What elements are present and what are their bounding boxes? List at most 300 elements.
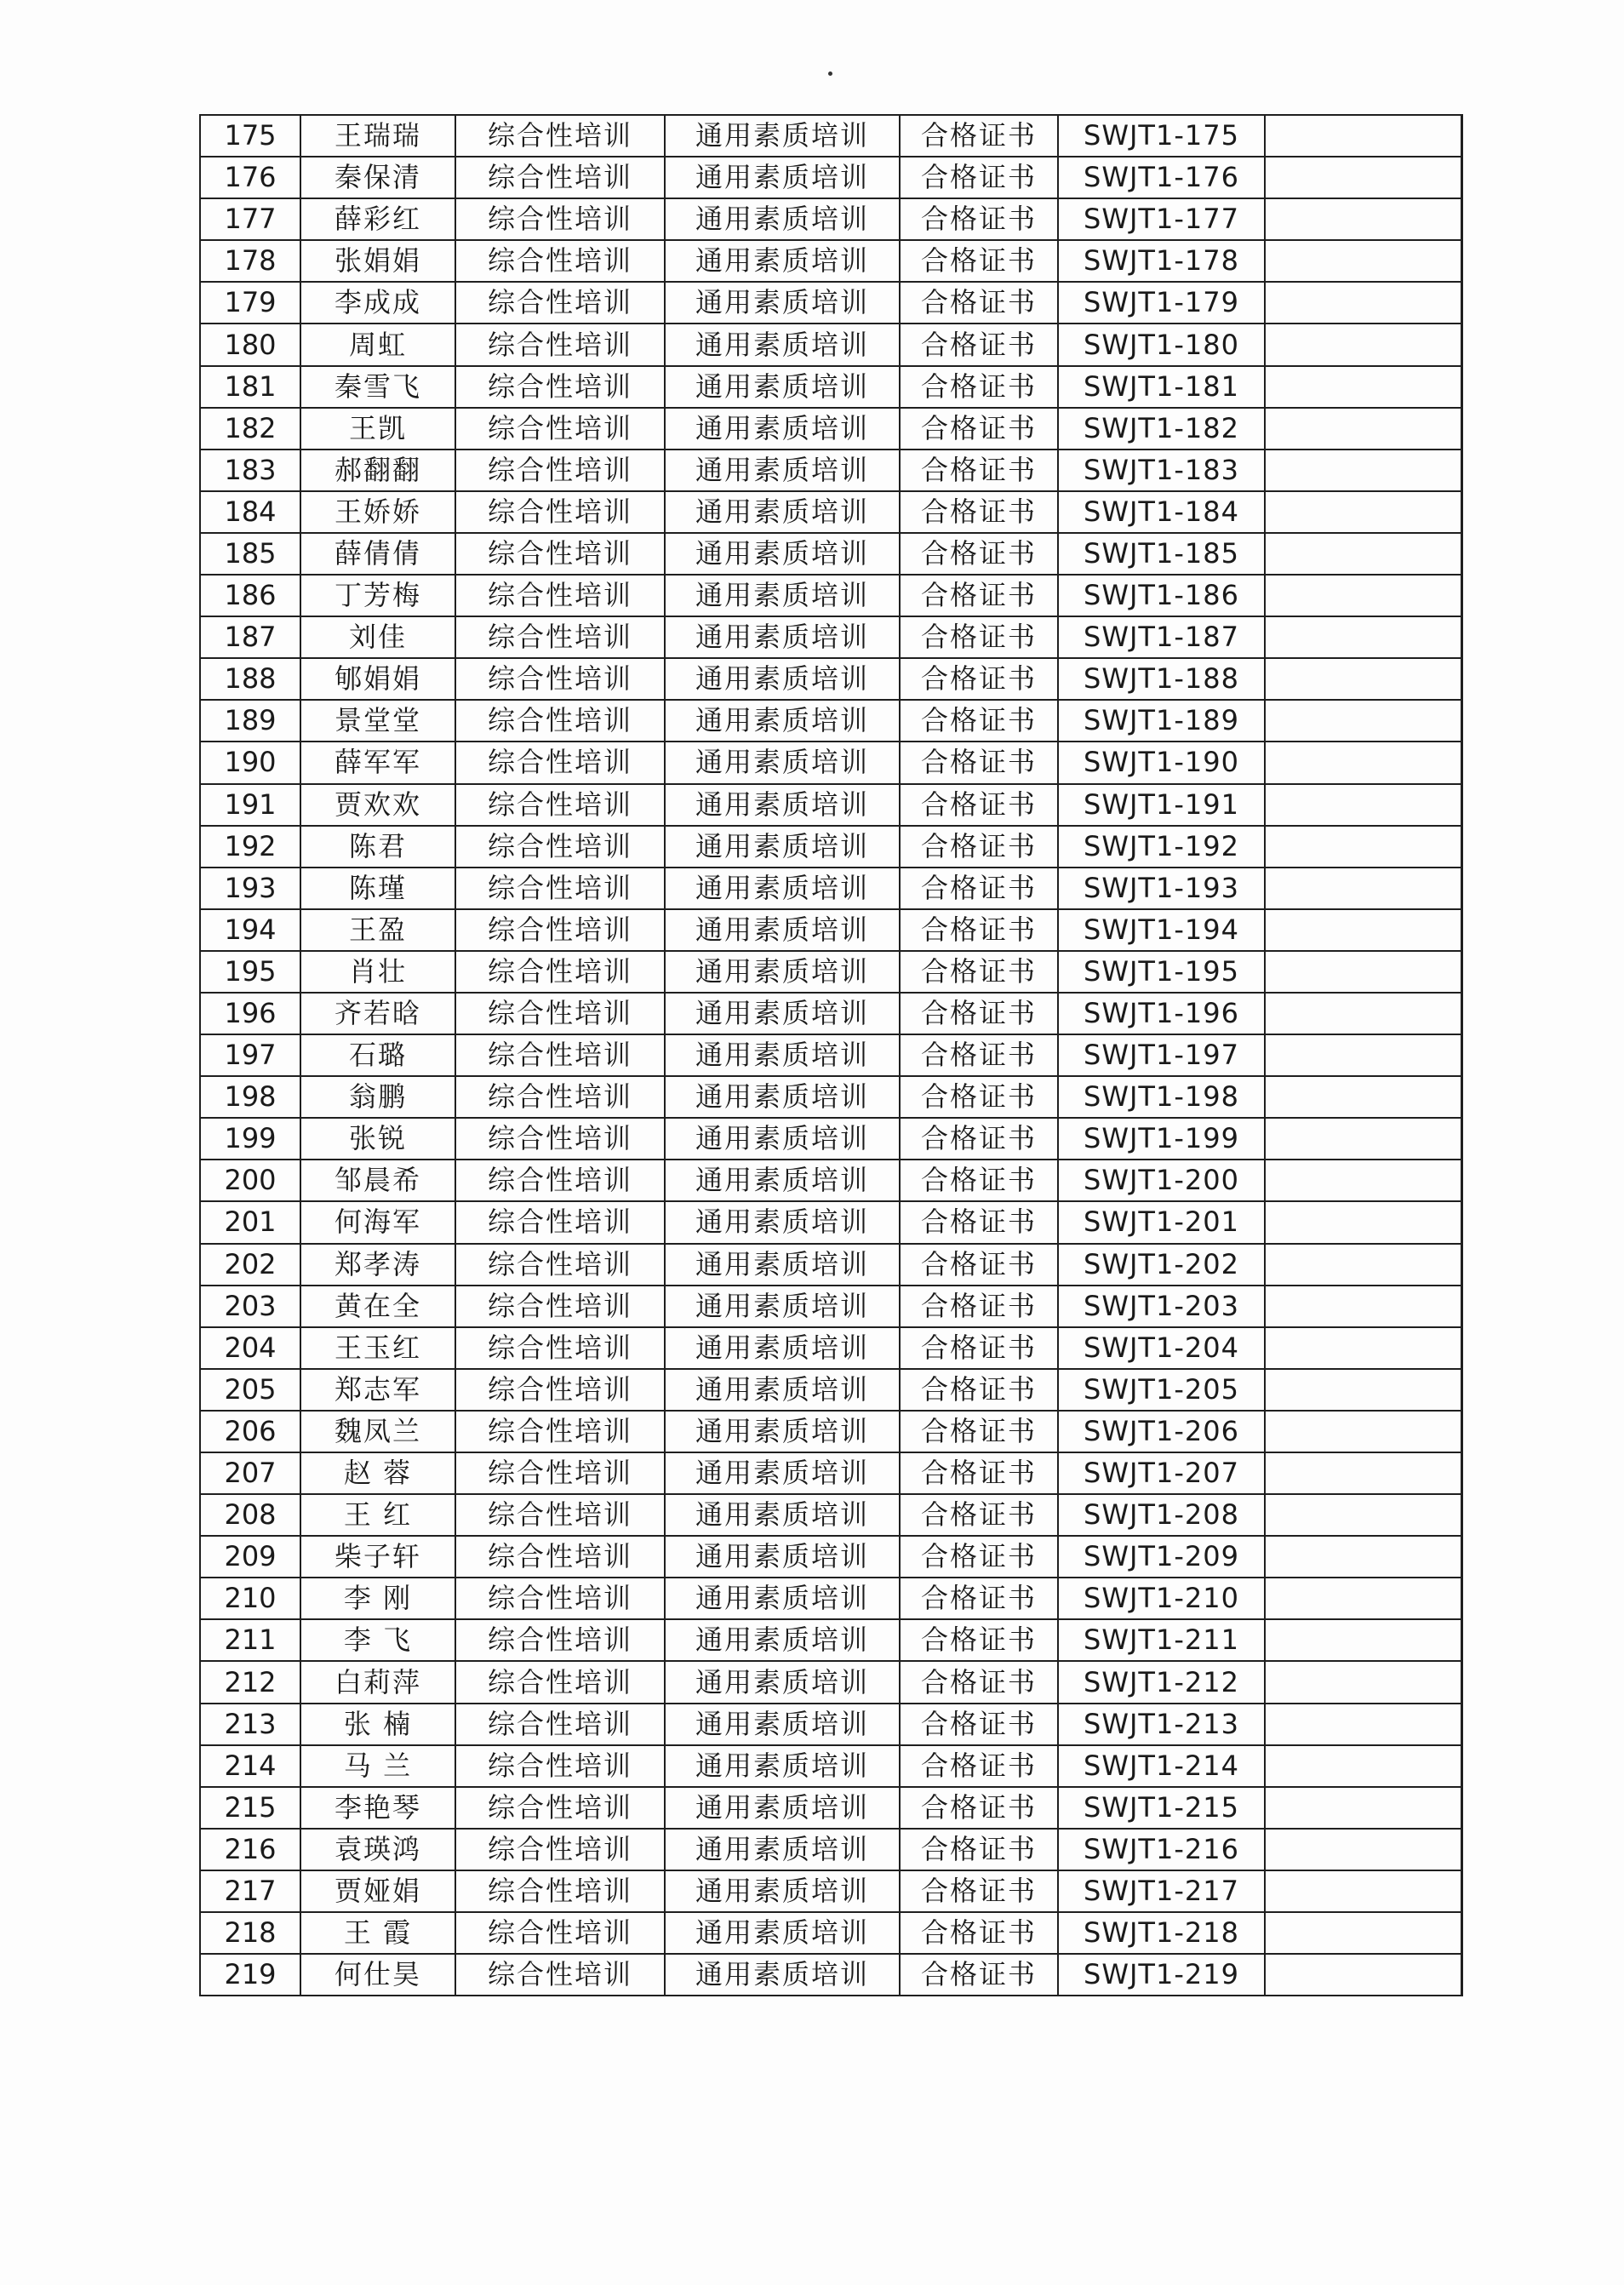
table-row <box>200 1118 1461 1160</box>
training-content-cell: 通用素质培训 <box>665 1870 900 1912</box>
training-content-cell: 通用素质培训 <box>665 1286 900 1327</box>
training-content-cell: 通用素质培训 <box>665 784 900 826</box>
training-content-cell: 通用素质培训 <box>665 491 900 533</box>
remarks-cell <box>1265 366 1461 408</box>
remarks-cell <box>1265 700 1461 742</box>
certificate-number-cell: SWJT1-197 <box>1058 1034 1265 1076</box>
table-row <box>200 993 1461 1034</box>
training-content-cell: 通用素质培训 <box>665 1034 900 1076</box>
remarks-cell <box>1265 1244 1461 1286</box>
certificate-type-cell: 合格证书 <box>900 1661 1058 1703</box>
table-row <box>200 366 1461 408</box>
training-type-cell: 综合性培训 <box>455 1578 665 1619</box>
remarks-cell <box>1265 1787 1461 1829</box>
certificate-type-cell: 合格证书 <box>900 993 1058 1034</box>
table-row <box>200 408 1461 450</box>
certificate-number-cell: SWJT1-210 <box>1058 1578 1265 1619</box>
trainee-name-cell: 王凯 <box>300 408 455 450</box>
certificate-number-cell: SWJT1-190 <box>1058 742 1265 783</box>
certificate-type-cell: 合格证书 <box>900 198 1058 240</box>
remarks-cell <box>1265 658 1461 700</box>
remarks-cell <box>1265 742 1461 783</box>
training-content-cell: 通用素质培训 <box>665 700 900 742</box>
trainee-name-cell: 薛彩红 <box>300 198 455 240</box>
remarks-cell <box>1265 868 1461 909</box>
table-row <box>200 951 1461 993</box>
certificate-number-cell: SWJT1-178 <box>1058 240 1265 282</box>
trainee-name-cell: 王盈 <box>300 909 455 951</box>
table-row <box>200 533 1461 575</box>
certificate-type-cell: 合格证书 <box>900 1619 1058 1661</box>
certificate-number-cell: SWJT1-185 <box>1058 533 1265 575</box>
trainee-name-cell: 王 红 <box>300 1494 455 1536</box>
training-type-cell: 综合性培训 <box>455 1034 665 1076</box>
certificate-number-cell: SWJT1-191 <box>1058 784 1265 826</box>
serial-number-cell: 204 <box>200 1327 300 1369</box>
training-type-cell: 综合性培训 <box>455 1704 665 1745</box>
trainee-name-cell: 何海军 <box>300 1201 455 1243</box>
certificate-type-cell: 合格证书 <box>900 1286 1058 1327</box>
training-content-cell: 通用素质培训 <box>665 1118 900 1160</box>
training-type-cell: 综合性培训 <box>455 1160 665 1201</box>
trainee-name-cell: 王玉红 <box>300 1327 455 1369</box>
certificate-type-cell: 合格证书 <box>900 450 1058 491</box>
serial-number-cell: 180 <box>200 324 300 365</box>
training-content-cell: 通用素质培训 <box>665 240 900 282</box>
table-row <box>200 1829 1461 1870</box>
serial-number-cell: 219 <box>200 1954 300 1996</box>
remarks-cell <box>1265 1411 1461 1452</box>
serial-number-cell: 195 <box>200 951 300 993</box>
table-row <box>200 1494 1461 1536</box>
serial-number-cell: 209 <box>200 1536 300 1578</box>
certificate-number-cell: SWJT1-213 <box>1058 1704 1265 1745</box>
certificate-type-cell: 合格证书 <box>900 533 1058 575</box>
training-content-cell: 通用素质培训 <box>665 1244 900 1286</box>
certificate-type-cell: 合格证书 <box>900 784 1058 826</box>
training-type-cell: 综合性培训 <box>455 1286 665 1327</box>
serial-number-cell: 183 <box>200 450 300 491</box>
training-type-cell: 综合性培训 <box>455 1661 665 1703</box>
serial-number-cell: 179 <box>200 282 300 324</box>
serial-number-cell: 182 <box>200 408 300 450</box>
training-type-cell: 综合性培训 <box>455 1369 665 1411</box>
trainee-name-cell: 石璐 <box>300 1034 455 1076</box>
certificate-number-cell: SWJT1-183 <box>1058 450 1265 491</box>
certificate-number-cell: SWJT1-217 <box>1058 1870 1265 1912</box>
training-content-cell: 通用素质培训 <box>665 1954 900 1996</box>
trainee-name-cell: 丁芳梅 <box>300 575 455 616</box>
remarks-cell <box>1265 450 1461 491</box>
serial-number-cell: 181 <box>200 366 300 408</box>
certificate-type-cell: 合格证书 <box>900 1912 1058 1954</box>
certificate-number-cell: SWJT1-203 <box>1058 1286 1265 1327</box>
serial-number-cell: 201 <box>200 1201 300 1243</box>
trainee-name-cell: 王娇娇 <box>300 491 455 533</box>
trainee-name-cell: 张锐 <box>300 1118 455 1160</box>
remarks-cell <box>1265 575 1461 616</box>
certificate-number-cell: SWJT1-208 <box>1058 1494 1265 1536</box>
training-type-cell: 综合性培训 <box>455 1536 665 1578</box>
serial-number-cell: 213 <box>200 1704 300 1745</box>
certificate-type-cell: 合格证书 <box>900 1787 1058 1829</box>
training-type-cell: 综合性培训 <box>455 157 665 198</box>
table-row <box>200 1076 1461 1118</box>
trainee-name-cell: 陈瑾 <box>300 868 455 909</box>
table-row <box>200 1160 1461 1201</box>
remarks-cell <box>1265 240 1461 282</box>
trainee-name-cell: 薛倩倩 <box>300 533 455 575</box>
remarks-cell <box>1265 1870 1461 1912</box>
certificate-type-cell: 合格证书 <box>900 1494 1058 1536</box>
training-content-cell: 通用素质培训 <box>665 1787 900 1829</box>
remarks-cell <box>1265 1704 1461 1745</box>
certificate-number-cell: SWJT1-199 <box>1058 1118 1265 1160</box>
serial-number-cell: 176 <box>200 157 300 198</box>
certificate-number-cell: SWJT1-187 <box>1058 616 1265 658</box>
certificate-number-cell: SWJT1-218 <box>1058 1912 1265 1954</box>
training-type-cell: 综合性培训 <box>455 1787 665 1829</box>
trainee-name-cell: 王 霞 <box>300 1912 455 1954</box>
certificate-number-cell: SWJT1-194 <box>1058 909 1265 951</box>
serial-number-cell: 188 <box>200 658 300 700</box>
table-row <box>200 1912 1461 1954</box>
table-row <box>200 700 1461 742</box>
serial-number-cell: 184 <box>200 491 300 533</box>
training-type-cell: 综合性培训 <box>455 1619 665 1661</box>
table-row <box>200 1286 1461 1327</box>
remarks-cell <box>1265 1201 1461 1243</box>
serial-number-cell: 193 <box>200 868 300 909</box>
trainee-name-cell: 黄在全 <box>300 1286 455 1327</box>
certificate-number-cell: SWJT1-209 <box>1058 1536 1265 1578</box>
certificate-number-cell: SWJT1-188 <box>1058 658 1265 700</box>
certificate-type-cell: 合格证书 <box>900 909 1058 951</box>
remarks-cell <box>1265 1536 1461 1578</box>
training-content-cell: 通用素质培训 <box>665 1619 900 1661</box>
training-type-cell: 综合性培训 <box>455 1494 665 1536</box>
trainee-name-cell: 马 兰 <box>300 1745 455 1787</box>
serial-number-cell: 211 <box>200 1619 300 1661</box>
training-type-cell: 综合性培训 <box>455 1118 665 1160</box>
certificate-type-cell: 合格证书 <box>900 575 1058 616</box>
training-content-cell: 通用素质培训 <box>665 1661 900 1703</box>
certificate-number-cell: SWJT1-192 <box>1058 826 1265 868</box>
certificate-type-cell: 合格证书 <box>900 1704 1058 1745</box>
trainee-name-cell: 齐若晗 <box>300 993 455 1034</box>
table-row <box>200 1661 1461 1703</box>
certificate-number-cell: SWJT1-196 <box>1058 993 1265 1034</box>
serial-number-cell: 177 <box>200 198 300 240</box>
remarks-cell <box>1265 909 1461 951</box>
certificate-number-cell: SWJT1-214 <box>1058 1745 1265 1787</box>
certificate-number-cell: SWJT1-211 <box>1058 1619 1265 1661</box>
certificate-roster-table <box>199 114 1463 1996</box>
certificate-type-cell: 合格证书 <box>900 408 1058 450</box>
training-type-cell: 综合性培训 <box>455 282 665 324</box>
certificate-number-cell: SWJT1-201 <box>1058 1201 1265 1243</box>
training-content-cell: 通用素质培训 <box>665 198 900 240</box>
training-content-cell: 通用素质培训 <box>665 868 900 909</box>
remarks-cell <box>1265 1494 1461 1536</box>
certificate-type-cell: 合格证书 <box>900 1411 1058 1452</box>
training-content-cell: 通用素质培训 <box>665 282 900 324</box>
trainee-name-cell: 李 飞 <box>300 1619 455 1661</box>
remarks-cell <box>1265 1829 1461 1870</box>
remarks-cell <box>1265 1912 1461 1954</box>
serial-number-cell: 212 <box>200 1661 300 1703</box>
remarks-cell <box>1265 1160 1461 1201</box>
certificate-type-cell: 合格证书 <box>900 240 1058 282</box>
trainee-name-cell: 薛军军 <box>300 742 455 783</box>
trainee-name-cell: 张 楠 <box>300 1704 455 1745</box>
training-content-cell: 通用素质培训 <box>665 1494 900 1536</box>
trainee-name-cell: 袁瑛鸿 <box>300 1829 455 1870</box>
serial-number-cell: 192 <box>200 826 300 868</box>
remarks-cell <box>1265 491 1461 533</box>
trainee-name-cell: 景堂堂 <box>300 700 455 742</box>
table-row <box>200 868 1461 909</box>
training-type-cell: 综合性培训 <box>455 868 665 909</box>
training-content-cell: 通用素质培训 <box>665 533 900 575</box>
certificate-type-cell: 合格证书 <box>900 1034 1058 1076</box>
certificate-number-cell: SWJT1-175 <box>1058 115 1265 157</box>
training-content-cell: 通用素质培训 <box>665 1201 900 1243</box>
remarks-cell <box>1265 993 1461 1034</box>
training-type-cell: 综合性培训 <box>455 366 665 408</box>
trainee-name-cell: 王瑞瑞 <box>300 115 455 157</box>
remarks-cell <box>1265 282 1461 324</box>
certificate-type-cell: 合格证书 <box>900 1745 1058 1787</box>
remarks-cell <box>1265 1578 1461 1619</box>
certificate-number-cell: SWJT1-215 <box>1058 1787 1265 1829</box>
training-content-cell: 通用素质培训 <box>665 1829 900 1870</box>
certificate-number-cell: SWJT1-216 <box>1058 1829 1265 1870</box>
training-content-cell: 通用素质培训 <box>665 1327 900 1369</box>
training-type-cell: 综合性培训 <box>455 1244 665 1286</box>
remarks-cell <box>1265 408 1461 450</box>
certificate-type-cell: 合格证书 <box>900 1578 1058 1619</box>
table-row <box>200 1244 1461 1286</box>
training-content-cell: 通用素质培训 <box>665 575 900 616</box>
certificate-type-cell: 合格证书 <box>900 1076 1058 1118</box>
table-row <box>200 575 1461 616</box>
table-row <box>200 1578 1461 1619</box>
table-row <box>200 240 1461 282</box>
training-type-cell: 综合性培训 <box>455 993 665 1034</box>
trainee-name-cell: 白莉萍 <box>300 1661 455 1703</box>
training-type-cell: 综合性培训 <box>455 616 665 658</box>
remarks-cell <box>1265 1327 1461 1369</box>
trainee-name-cell: 刘佳 <box>300 616 455 658</box>
training-type-cell: 综合性培训 <box>455 1201 665 1243</box>
certificate-number-cell: SWJT1-184 <box>1058 491 1265 533</box>
trainee-name-cell: 陈君 <box>300 826 455 868</box>
trainee-name-cell: 贾娅娟 <box>300 1870 455 1912</box>
serial-number-cell: 185 <box>200 533 300 575</box>
remarks-cell <box>1265 1661 1461 1703</box>
certificate-type-cell: 合格证书 <box>900 1829 1058 1870</box>
certificate-number-cell: SWJT1-204 <box>1058 1327 1265 1369</box>
certificate-number-cell: SWJT1-193 <box>1058 868 1265 909</box>
remarks-cell <box>1265 1034 1461 1076</box>
training-content-cell: 通用素质培训 <box>665 1912 900 1954</box>
certificate-type-cell: 合格证书 <box>900 366 1058 408</box>
serial-number-cell: 189 <box>200 700 300 742</box>
certificate-type-cell: 合格证书 <box>900 700 1058 742</box>
serial-number-cell: 214 <box>200 1745 300 1787</box>
certificate-type-cell: 合格证书 <box>900 1160 1058 1201</box>
training-content-cell: 通用素质培训 <box>665 1411 900 1452</box>
trainee-name-cell: 魏凤兰 <box>300 1411 455 1452</box>
table-row <box>200 1411 1461 1452</box>
training-content-cell: 通用素质培训 <box>665 1536 900 1578</box>
trainee-name-cell: 李成成 <box>300 282 455 324</box>
serial-number-cell: 191 <box>200 784 300 826</box>
certificate-type-cell: 合格证书 <box>900 826 1058 868</box>
table-row <box>200 1870 1461 1912</box>
training-content-cell: 通用素质培训 <box>665 408 900 450</box>
training-content-cell: 通用素质培训 <box>665 1578 900 1619</box>
roster-body <box>200 115 1461 1996</box>
remarks-cell <box>1265 324 1461 365</box>
remarks-cell <box>1265 115 1461 157</box>
certificate-type-cell: 合格证书 <box>900 742 1058 783</box>
trainee-name-cell: 李 刚 <box>300 1578 455 1619</box>
table-row <box>200 784 1461 826</box>
serial-number-cell: 216 <box>200 1829 300 1870</box>
remarks-cell <box>1265 784 1461 826</box>
table-row <box>200 115 1461 157</box>
training-type-cell: 综合性培训 <box>455 1452 665 1494</box>
table-row <box>200 826 1461 868</box>
table-row <box>200 491 1461 533</box>
table-row <box>200 324 1461 365</box>
certificate-number-cell: SWJT1-181 <box>1058 366 1265 408</box>
certificate-type-cell: 合格证书 <box>900 1870 1058 1912</box>
trainee-name-cell: 郝翻翻 <box>300 450 455 491</box>
training-content-cell: 通用素质培训 <box>665 324 900 365</box>
training-type-cell: 综合性培训 <box>455 491 665 533</box>
certificate-number-cell: SWJT1-177 <box>1058 198 1265 240</box>
table-row <box>200 909 1461 951</box>
serial-number-cell: 215 <box>200 1787 300 1829</box>
table-row <box>200 1954 1461 1996</box>
serial-number-cell: 218 <box>200 1912 300 1954</box>
serial-number-cell: 205 <box>200 1369 300 1411</box>
training-type-cell: 综合性培训 <box>455 826 665 868</box>
trainee-name-cell: 李艳琴 <box>300 1787 455 1829</box>
table-row <box>200 198 1461 240</box>
serial-number-cell: 178 <box>200 240 300 282</box>
table-row <box>200 1787 1461 1829</box>
certificate-type-cell: 合格证书 <box>900 1536 1058 1578</box>
certificate-type-cell: 合格证书 <box>900 1118 1058 1160</box>
table-row <box>200 1745 1461 1787</box>
trainee-name-cell: 何仕昊 <box>300 1954 455 1996</box>
serial-number-cell: 186 <box>200 575 300 616</box>
remarks-cell <box>1265 1452 1461 1494</box>
training-type-cell: 综合性培训 <box>455 1870 665 1912</box>
certificate-type-cell: 合格证书 <box>900 658 1058 700</box>
training-content-cell: 通用素质培训 <box>665 157 900 198</box>
serial-number-cell: 196 <box>200 993 300 1034</box>
certificate-number-cell: SWJT1-176 <box>1058 157 1265 198</box>
training-type-cell: 综合性培训 <box>455 240 665 282</box>
serial-number-cell: 199 <box>200 1118 300 1160</box>
serial-number-cell: 200 <box>200 1160 300 1201</box>
training-type-cell: 综合性培训 <box>455 533 665 575</box>
training-type-cell: 综合性培训 <box>455 408 665 450</box>
training-content-cell: 通用素质培训 <box>665 826 900 868</box>
scan-speck <box>828 72 832 76</box>
certificate-number-cell: SWJT1-179 <box>1058 282 1265 324</box>
serial-number-cell: 197 <box>200 1034 300 1076</box>
serial-number-cell: 207 <box>200 1452 300 1494</box>
trainee-name-cell: 周虹 <box>300 324 455 365</box>
certificate-type-cell: 合格证书 <box>900 115 1058 157</box>
certificate-type-cell: 合格证书 <box>900 282 1058 324</box>
table-row <box>200 1536 1461 1578</box>
training-content-cell: 通用素质培训 <box>665 366 900 408</box>
training-content-cell: 通用素质培训 <box>665 1076 900 1118</box>
certificate-number-cell: SWJT1-180 <box>1058 324 1265 365</box>
certificate-type-cell: 合格证书 <box>900 324 1058 365</box>
training-content-cell: 通用素质培训 <box>665 450 900 491</box>
training-content-cell: 通用素质培训 <box>665 909 900 951</box>
table-row <box>200 1619 1461 1661</box>
training-type-cell: 综合性培训 <box>455 742 665 783</box>
table-row <box>200 1034 1461 1076</box>
training-content-cell: 通用素质培训 <box>665 1452 900 1494</box>
table-row <box>200 450 1461 491</box>
certificate-number-cell: SWJT1-206 <box>1058 1411 1265 1452</box>
training-content-cell: 通用素质培训 <box>665 1160 900 1201</box>
training-content-cell: 通用素质培训 <box>665 658 900 700</box>
certificate-type-cell: 合格证书 <box>900 1369 1058 1411</box>
serial-number-cell: 187 <box>200 616 300 658</box>
certificate-type-cell: 合格证书 <box>900 951 1058 993</box>
trainee-name-cell: 柴子轩 <box>300 1536 455 1578</box>
table-row <box>200 282 1461 324</box>
remarks-cell <box>1265 1286 1461 1327</box>
trainee-name-cell: 秦保清 <box>300 157 455 198</box>
remarks-cell <box>1265 533 1461 575</box>
training-type-cell: 综合性培训 <box>455 1745 665 1787</box>
certificate-number-cell: SWJT1-205 <box>1058 1369 1265 1411</box>
training-content-cell: 通用素质培训 <box>665 1369 900 1411</box>
certificate-type-cell: 合格证书 <box>900 157 1058 198</box>
certificate-number-cell: SWJT1-186 <box>1058 575 1265 616</box>
table-row <box>200 1201 1461 1243</box>
training-content-cell: 通用素质培训 <box>665 616 900 658</box>
table-row <box>200 658 1461 700</box>
certificate-number-cell: SWJT1-202 <box>1058 1244 1265 1286</box>
certificate-number-cell: SWJT1-198 <box>1058 1076 1265 1118</box>
certificate-number-cell: SWJT1-219 <box>1058 1954 1265 1996</box>
training-content-cell: 通用素质培训 <box>665 951 900 993</box>
training-content-cell: 通用素质培训 <box>665 993 900 1034</box>
training-type-cell: 综合性培训 <box>455 1954 665 1996</box>
serial-number-cell: 208 <box>200 1494 300 1536</box>
training-type-cell: 综合性培训 <box>455 324 665 365</box>
certificate-type-cell: 合格证书 <box>900 616 1058 658</box>
remarks-cell <box>1265 1954 1461 1996</box>
trainee-name-cell: 贾欢欢 <box>300 784 455 826</box>
table-row <box>200 157 1461 198</box>
serial-number-cell: 202 <box>200 1244 300 1286</box>
table-row <box>200 1452 1461 1494</box>
